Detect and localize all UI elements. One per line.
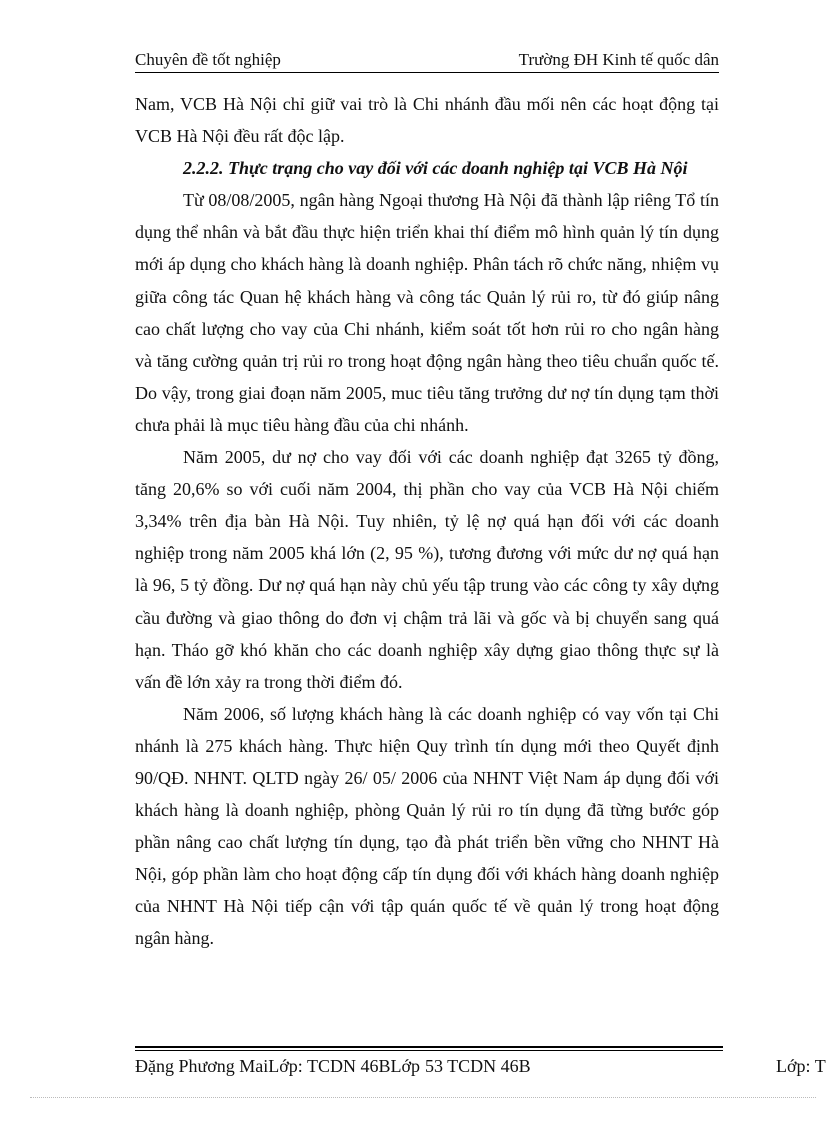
- section-heading: 2.2.2. Thực trạng cho vay đối với các doanh nghiệp tại VCB Hà Nội: [183, 158, 688, 179]
- intro-paragraph: Nam, VCB Hà Nội chỉ giữ vai trò là Chi nhánh đầu mối nên các hoạt động tại VCB Hà Nội đều rất độc lập.: [135, 94, 719, 147]
- paragraph-3: Năm 2006, số lượng khách hàng là các doanh nghiệp có vay vốn tại Chi nhánh là 275 khách hàng. Thực hiện Quy trình tín dụng mới theo Quyết định 90/QĐ. NHNT. QLTD ngày 26/ 05/ 2006 của NHNT Việt Nam áp dụng đối với khách hàng là doanh nghiệp, phòng Quản lý rủi ro tín dụng đã từng bước góp phần nâng cao chất lượng tín dụng, tạo đà phát triển bền vững cho NHNT Hà Nội, góp phần làm cho hoạt động cấp tín dụng đối với khách hàng doanh nghiệp của NHNT Hà Nội tiếp cận với tập quán quốc tế về quản lý trong hoạt động ngân hàng.: [135, 703, 719, 949]
- paragraph-1: Từ 08/08/2005, ngân hàng Ngoại thương Hà Nội đã thành lập riêng Tổ tín dụng thể nhân và bắt đầu thực hiện triển khai thí điểm mô hình quản lý tín dụng mới áp dụng cho khách hàng là doanh nghiệp. Phân tách rõ chức năng, nhiệm vụ giữa công tác Quan hệ khách hàng và công tác Quản lý rủi ro, từ đó giúp nâng cao chất lượng cho vay của Chi nhánh, kiểm soát tốt hơn rủi ro cho ngân hàng và tăng cường quản trị rủi ro trong hoạt động ngân hàng theo tiêu chuẩn quốc tế. Do vậy, trong giai đoạn năm 2005, muc tiêu tăng trưởng dư nợ tín dụng tạm thời chưa phải là mục tiêu hàng đầu của chi nhánh.: [135, 190, 719, 435]
- header-right-title: Trường ĐH Kinh tế quốc dân: [518, 50, 719, 69]
- footer-author: Đặng Phương MaiLớp: TCDN 46BLớp: [135, 1056, 420, 1076]
- paragraph-2: Năm 2005, dư nợ cho vay đối với các doanh nghiệp đạt 3265 tỷ đồng, tăng 20,6% so với cuối năm 2004, thị phần cho vay của VCB Hà Nội chiếm 3,34% trên địa bàn Hà Nội. Tuy nhiên, tỷ lệ nợ quá hạn đối với các doanh nghiệp trong năm 2005 khá lớn (2, 95 %), tương đương với mức dư nợ quá hạn là 96, 5 tỷ đồng. Dư nợ quá hạn này chủ yếu tập trung vào các công ty xây dựng cầu đường và giao thông do đơn vị chậm trả lãi và gốc và bị chuyển sang quá hạn. Tháo gỡ khó khăn cho các doanh nghiệp xây dựng giao thông thực sự là vấn đề lớn xảy ra trong thời điểm đó.: [135, 447, 719, 692]
- header-left-title: Chuyên đề tốt nghiệp: [135, 50, 281, 69]
- footer-right-fragment: Lớp: T: [776, 1056, 826, 1076]
- footer-rule-thick: [135, 1046, 723, 1048]
- page-bottom-dotted-line: [30, 1097, 816, 1098]
- footer-rule-thin: [135, 1050, 723, 1051]
- footer-page-class: 53 TCDN 46B: [425, 1056, 531, 1076]
- page-header: [135, 48, 719, 73]
- page-footer: [135, 1052, 826, 1080]
- document-body: [135, 88, 719, 955]
